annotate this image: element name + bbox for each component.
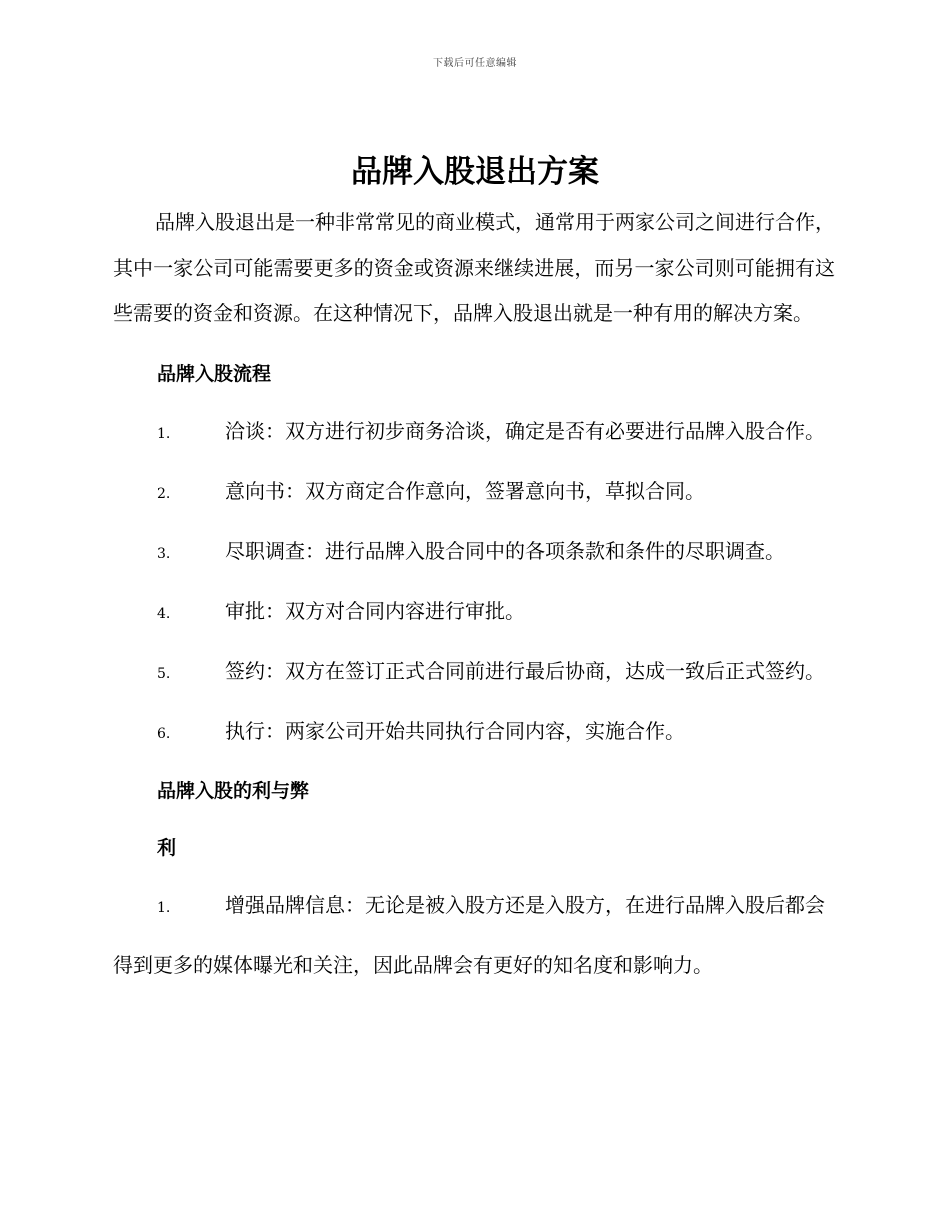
list-item-text: 双方对合同内容进行审批。 bbox=[285, 598, 525, 623]
list-number: 2. bbox=[157, 485, 171, 502]
list-item bbox=[113, 703, 835, 763]
list-number: 3. bbox=[157, 545, 171, 562]
list-item-label: 执行： bbox=[225, 718, 285, 743]
list-item bbox=[113, 877, 835, 994]
list-number: 4. bbox=[157, 605, 171, 622]
list-number: 5. bbox=[157, 665, 171, 682]
list-item-text: 双方进行初步商务洽谈，确定是否有必要进行品牌入股合作。 bbox=[285, 418, 825, 443]
list-item-text: 进行品牌入股合同中的各项条款和条件的尽职调查。 bbox=[325, 538, 785, 563]
pros-list bbox=[113, 877, 835, 994]
list-item bbox=[113, 403, 835, 463]
list-item-label: 增强品牌信息： bbox=[225, 892, 365, 917]
list-item-text: 双方商定合作意向，签署意向书，草拟合同。 bbox=[305, 478, 705, 503]
list-item-label: 洽谈： bbox=[225, 418, 285, 443]
list-item-label: 意向书： bbox=[225, 478, 305, 503]
list-item-label: 签约： bbox=[225, 658, 285, 683]
list-number: 6. bbox=[157, 725, 171, 742]
document-title: 品牌入股退出方案 bbox=[351, 154, 599, 190]
list-item bbox=[113, 463, 835, 523]
list-item bbox=[113, 643, 835, 703]
section-heading-pros-cons: 品牌入股的利与弊 bbox=[157, 779, 310, 802]
subsection-heading-pros: 利 bbox=[157, 836, 177, 859]
header-note: 下载后可任意编辑 bbox=[433, 58, 517, 69]
list-item-text: 双方在签订正式合同前进行最后协商，达成一致后正式签约。 bbox=[285, 658, 825, 683]
list-item-label: 审批： bbox=[225, 598, 285, 623]
document-body bbox=[113, 200, 835, 994]
list-number: 1. bbox=[157, 425, 171, 442]
process-list bbox=[113, 403, 835, 763]
list-item-text: 无论是被入股方还是入股方，在进行品牌入股后都会得到更多的媒体曝光和关注，因此品牌会有更好的知名度和影响力。 bbox=[113, 892, 825, 977]
list-number: 1. bbox=[157, 899, 171, 916]
intro-paragraph: 品牌入股退出是一种非常常见的商业模式，通常用于两家公司之间进行合作，其中一家公司可能需要更多的资金或资源来继续进展，而另一家公司则可能拥有这些需要的资金和资源。在这种情况下，品牌入股退出就是一种有用的解决方案。 bbox=[113, 210, 835, 325]
list-item bbox=[113, 523, 835, 583]
list-item bbox=[113, 583, 835, 643]
section-heading-process: 品牌入股流程 bbox=[157, 362, 272, 385]
list-item-text: 两家公司开始共同执行合同内容，实施合作。 bbox=[285, 718, 685, 743]
list-item-label: 尽职调查： bbox=[225, 538, 325, 563]
